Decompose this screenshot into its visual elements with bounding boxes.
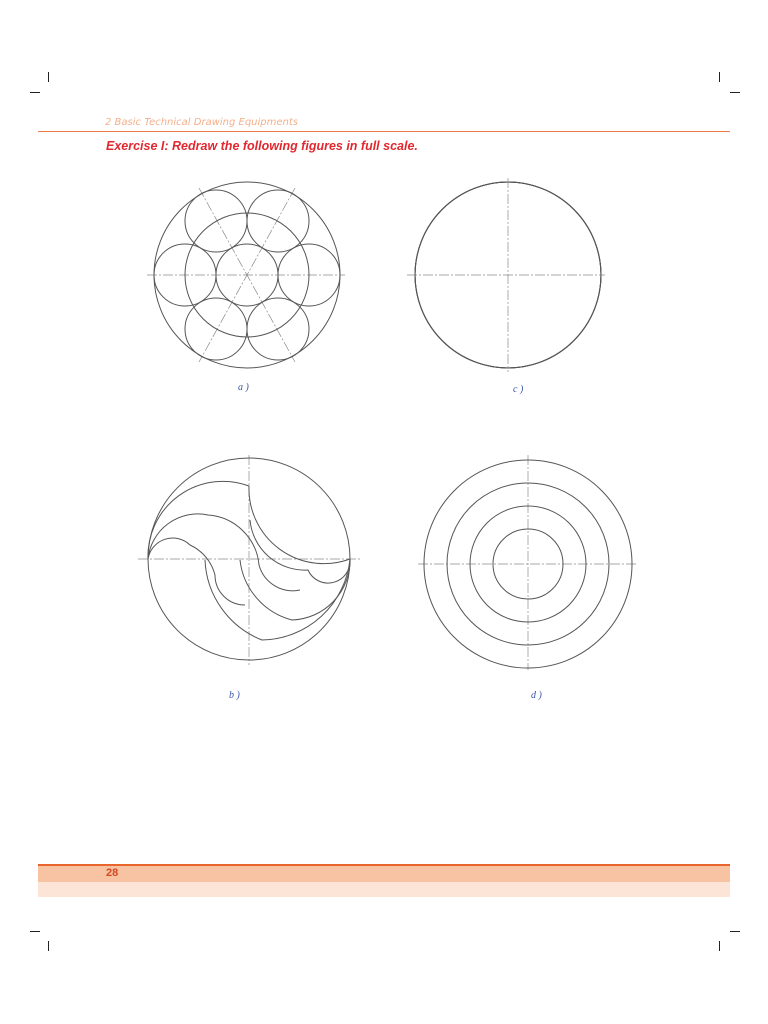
crop-mark (719, 72, 720, 82)
header-rule (38, 131, 730, 132)
figure-c-label: c ) (513, 384, 524, 395)
running-head: 2 Basic Technical Drawing Equipments (105, 117, 299, 128)
crop-mark (30, 92, 40, 93)
figure-d-concentric-circles (415, 452, 640, 672)
page-number: 28 (106, 867, 119, 879)
crop-mark (730, 92, 740, 93)
figure-a-label: a ) (238, 382, 249, 393)
figure-b-label: b ) (229, 690, 240, 701)
figure-d-label: d ) (531, 690, 542, 701)
footer-band-bottom (38, 882, 730, 897)
crop-mark (719, 941, 720, 951)
figure-c-six-petal-flower (405, 175, 610, 375)
crop-mark (48, 941, 49, 951)
crop-mark (730, 931, 740, 932)
crop-mark (30, 931, 40, 932)
figure-b-wave-pattern (135, 450, 365, 670)
exercise-title: Exercise I: Redraw the following figures in full scale. (106, 139, 418, 153)
footer-band-top (38, 866, 730, 882)
figure-a-circle-pattern (145, 180, 350, 375)
crop-mark (48, 72, 49, 82)
footer-band (38, 864, 730, 897)
